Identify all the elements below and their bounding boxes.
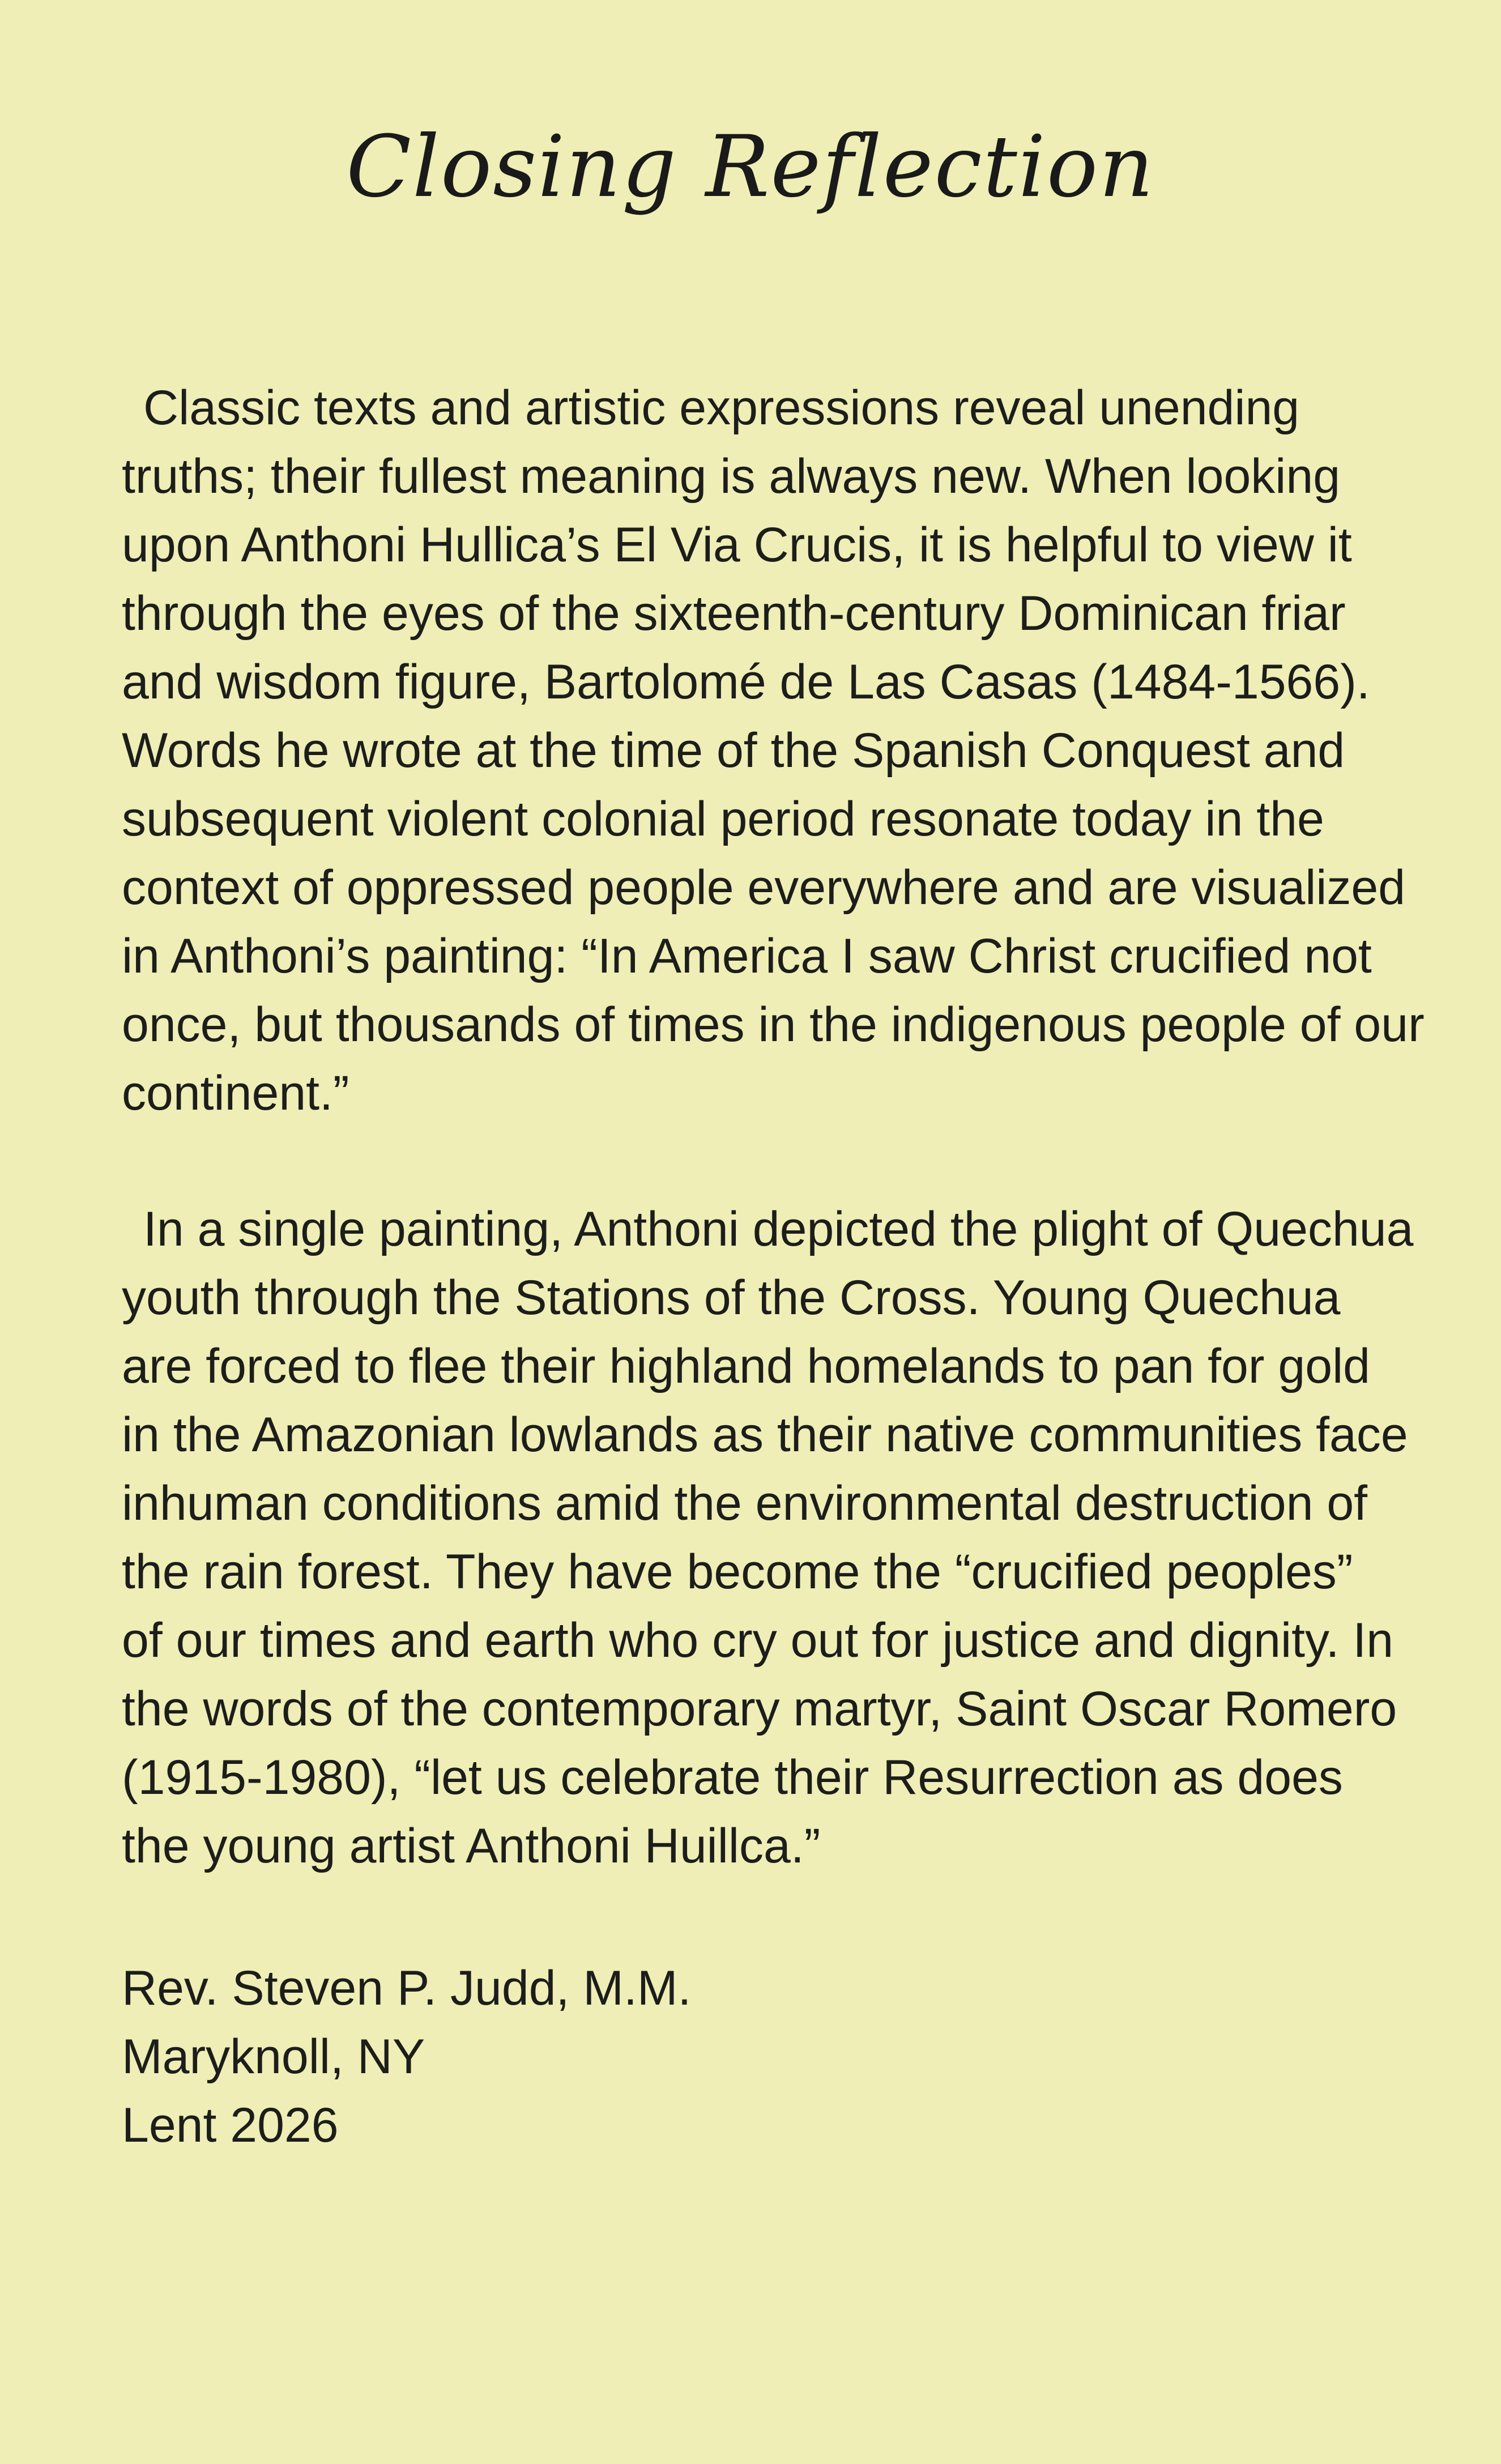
paragraph-line: continent.” (122, 1066, 349, 1120)
paragraph-line: are forced to flee their highland homelands to pan for gold (122, 1339, 1371, 1393)
signature-name: Rev. Steven P. Judd, M.M. (122, 1961, 692, 2015)
paragraph-line: in Anthoni’s painting: “In America I saw Christ crucified not (122, 929, 1372, 983)
paragraph-line: in the Amazonian lowlands as their native communities face (122, 1408, 1408, 1462)
page-title: Closing Reflection (346, 118, 1155, 216)
paragraph-line: and wisdom figure, Bartolomé de Las Casas (1484-1566). (122, 655, 1370, 709)
paragraph-line: (1915-1980), “let us celebrate their Resurrection as does (122, 1750, 1343, 1805)
signature-place: Maryknoll, NY (122, 2030, 425, 2084)
paragraph-line: the rain forest. They have become the “crucified peoples” (122, 1545, 1353, 1599)
paragraph-line: truths; their fullest meaning is always new. When looking (122, 449, 1341, 504)
signature-date: Lent 2026 (122, 2098, 339, 2152)
paragraph-1 (122, 374, 1481, 1128)
paragraph-line: context of oppressed people everywhere and are visualized (122, 860, 1406, 915)
paragraph-line: the young artist Anthoni Huillca.” (122, 1819, 821, 1873)
paragraph-line: through the eyes of the sixteenth-century Dominican friar (122, 586, 1346, 641)
paragraph-line: the words of the contemporary martyr, Saint Oscar Romero (122, 1682, 1397, 1736)
paragraph-2 (122, 1195, 1481, 1881)
paragraph-line: In a single painting, Anthoni depicted the plight of Quechua (143, 1202, 1414, 1256)
paragraph-line: once, but thousands of times in the indigenous people of our (122, 997, 1425, 1052)
paragraph-line: of our times and earth who cry out for justice and dignity. In (122, 1613, 1394, 1668)
paragraph-line: Classic texts and artistic expressions reveal unending (143, 381, 1300, 435)
paragraph-line: inhuman conditions amid the environmental destruction of (122, 1476, 1368, 1531)
paragraph-line: youth through the Stations of the Cross. Young Quechua (122, 1271, 1341, 1325)
paragraph-line: Words he wrote at the time of the Spanish Conquest and (122, 723, 1345, 778)
paragraph-line: upon Anthoni Hullica’s El Via Crucis, it is helpful to view it (122, 518, 1352, 572)
paragraph-line: subsequent violent colonial period resonate today in the (122, 792, 1324, 846)
signature-block (122, 1954, 1481, 2160)
